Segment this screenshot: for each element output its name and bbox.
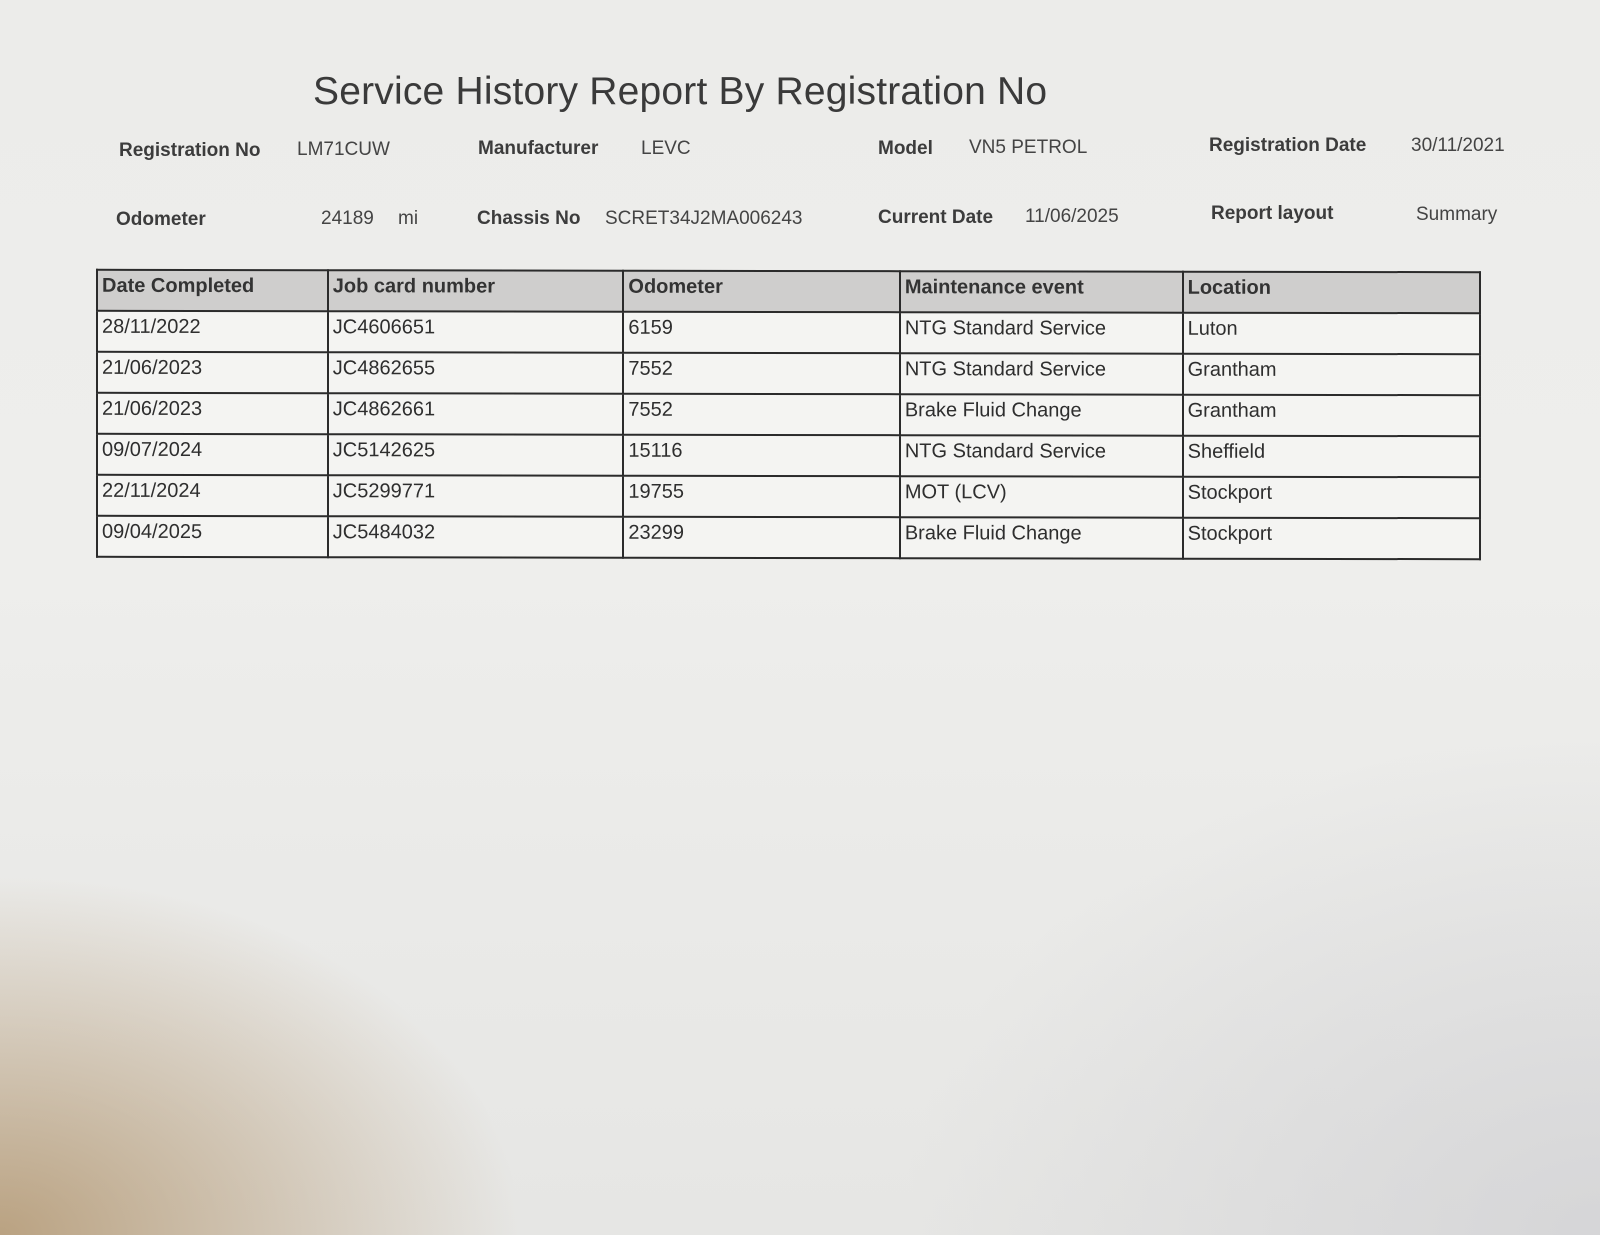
registration-date-value: 30/11/2021 [1411, 135, 1505, 156]
current-date-value: 11/06/2025 [1025, 206, 1119, 227]
job-card-number-cell: JC5142625 [328, 434, 624, 476]
report-title: Service History Report By Registration No [313, 70, 1048, 113]
table-row [97, 311, 1480, 354]
location-cell: Stockport [1183, 477, 1480, 519]
date-completed-cell: 22/11/2024 [97, 475, 328, 516]
odometer-label: Odometer [116, 209, 206, 230]
registration-date-label: Registration Date [1209, 135, 1367, 156]
location-cell: Grantham [1183, 354, 1480, 396]
registration-no-value: LM71CUW [297, 139, 390, 160]
column-header-maintenance-event: Maintenance event [900, 271, 1183, 312]
job-card-number-cell: JC5484032 [328, 516, 624, 558]
column-header-job-card-number: Job card number [328, 270, 624, 312]
table-row [97, 475, 1480, 518]
maintenance-event-cell: MOT (LCV) [900, 476, 1183, 517]
location-cell: Grantham [1183, 395, 1480, 437]
location-cell: Stockport [1183, 518, 1480, 560]
table-row [97, 352, 1480, 395]
maintenance-event-cell: Brake Fluid Change [900, 517, 1183, 558]
column-header-location: Location [1183, 272, 1480, 314]
odometer-cell: 7552 [623, 353, 899, 394]
job-card-number-cell: JC4862655 [328, 352, 624, 394]
date-completed-cell: 28/11/2022 [97, 311, 328, 352]
odometer-cell: 7552 [623, 394, 899, 435]
date-completed-cell: 21/06/2023 [97, 352, 328, 393]
location-cell: Sheffield [1183, 436, 1480, 478]
column-header-date-completed: Date Completed [97, 270, 328, 311]
odometer-cell: 23299 [623, 517, 899, 558]
maintenance-event-cell: NTG Standard Service [900, 435, 1183, 476]
chassis-no-label: Chassis No [477, 208, 581, 229]
column-header-odometer: Odometer [623, 271, 899, 312]
odometer-cell: 15116 [623, 435, 899, 476]
job-card-number-cell: JC5299771 [328, 475, 624, 517]
table-row [97, 434, 1480, 477]
job-card-number-cell: JC4606651 [328, 311, 624, 353]
job-card-number-cell: JC4862661 [328, 393, 624, 435]
odometer-cell: 19755 [623, 476, 899, 517]
manufacturer-value: LEVC [641, 138, 691, 159]
table-row [97, 516, 1480, 559]
table-header-row [97, 270, 1480, 313]
maintenance-event-cell: NTG Standard Service [900, 353, 1183, 394]
maintenance-event-cell: NTG Standard Service [900, 312, 1183, 353]
model-value: VN5 PETROL [969, 137, 1088, 158]
service-history-table [96, 269, 1481, 560]
maintenance-event-cell: Brake Fluid Change [900, 394, 1183, 435]
registration-no-label: Registration No [119, 140, 261, 161]
current-date-label: Current Date [878, 207, 994, 228]
date-completed-cell: 09/04/2025 [97, 516, 328, 557]
report-layout-value: Summary [1416, 204, 1498, 225]
chassis-no-value: SCRET34J2MA006243 [605, 208, 803, 229]
odometer-value: 24189 [321, 208, 374, 229]
date-completed-cell: 21/06/2023 [97, 393, 328, 434]
odometer-cell: 6159 [623, 312, 899, 353]
odometer-unit: mi [398, 208, 419, 229]
date-completed-cell: 09/07/2024 [97, 434, 328, 475]
location-cell: Luton [1183, 313, 1480, 355]
model-label: Model [878, 138, 933, 159]
manufacturer-label: Manufacturer [478, 138, 599, 159]
table-row [97, 393, 1480, 436]
report-layout-label: Report layout [1211, 203, 1334, 224]
